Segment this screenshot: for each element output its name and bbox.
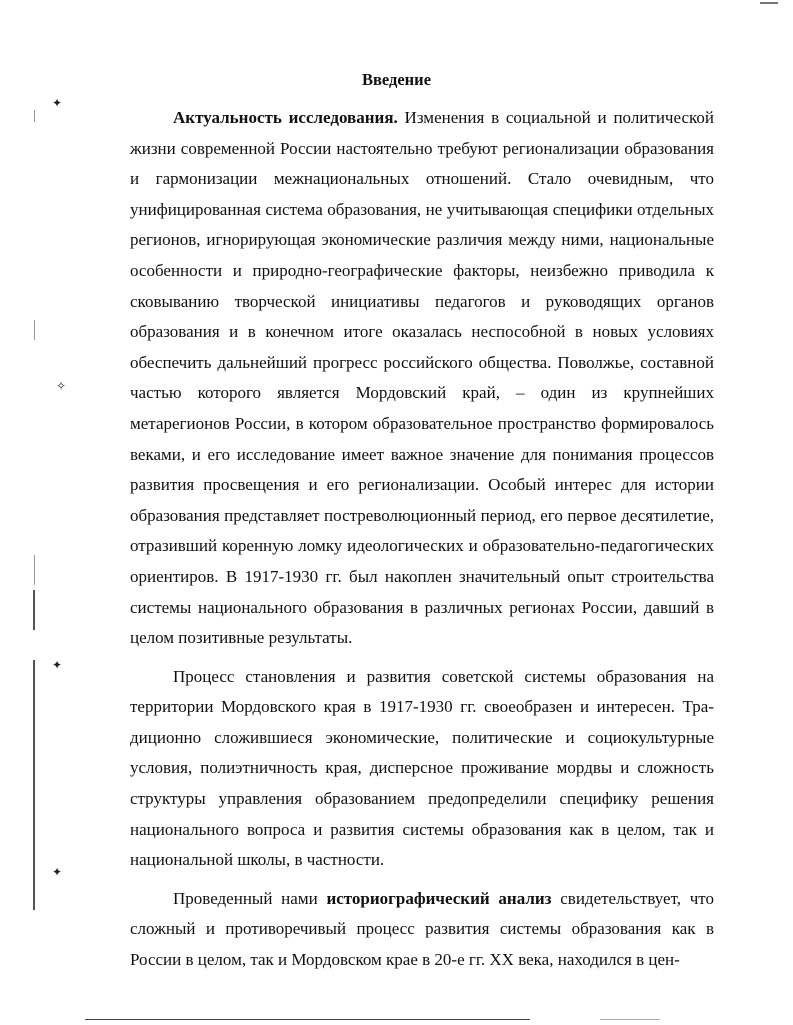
scan-mark: ✦ bbox=[52, 865, 63, 879]
scan-line bbox=[34, 110, 35, 122]
scan-speck bbox=[760, 2, 778, 4]
paragraph bbox=[130, 103, 714, 654]
scan-line bbox=[34, 320, 35, 340]
paragraph-text: Проведенный нами bbox=[173, 888, 327, 908]
paragraph-emphasis-bold: историографический анализ bbox=[326, 888, 552, 908]
paragraph-lead-bold: Актуальность исследования. bbox=[173, 108, 398, 127]
scan-line bbox=[600, 1019, 660, 1020]
scan-mark: ✦ bbox=[52, 658, 63, 672]
scan-line bbox=[33, 590, 35, 630]
scan-mark: ✦ bbox=[52, 96, 63, 110]
scan-mark: ✧ bbox=[56, 379, 67, 393]
scan-line bbox=[34, 555, 35, 585]
paragraph-text: Изменения в социальной и политической жизни современной России настоятельно требуют регионализации образования и гармонизации межнациональных отношений. Стало очевидным, что унифицированная система образования, не учитывающая специфики отдельных регионов, игнорирующая экономические различия между ними, национальные особенности и природно-географические факторы, неизбежно приводила к сковыванию творческой инициативы педагогов и руководящих органов образования и в конечном итоге оказалась неспособной в новых условиях обеспечить дальнейший прогресс российского общества. Поволжье, составной частью которого является Мордовский край, – один из крупнейших метарегионов России, в котором образовательное пространство формировалось веками, и его исследование имеет важное значение для понимания процессов развития просвещения и его регионализации. Особый интерес для истории образования представляет постреволюционный период, его первое десятилетие, отразивший коренную ломку идеологических и образовательно-педагогических ориентиров. В 1917-1930 гг. был накоплен значительный опыт строительства системы национального образования в различных регионах России, давший в целом позитивные результаты. bbox=[130, 108, 714, 648]
paragraph-text: Процесс становления и развития советской системы образования на территории Мордовского края в 1917-1930 гг. своеобразен и интересен. Традиционно сложившиеся экономические, политические и социокультурные условия, полиэтничность края, дисперсное проживание мордвы и сложность структуры управления образованием предопределили специфику решения национального вопроса и развития системы образования как в целом, так и национальной школы, в частности. bbox=[130, 666, 714, 870]
paragraph-text: свидетельствует, что сложный и противоречивый процесс развития системы образования как в России в целом, так и Мордовском крае в 20-е гг. XX века, находился в цен- bbox=[130, 888, 714, 970]
page-title: Введение bbox=[361, 70, 432, 89]
body-text bbox=[130, 103, 714, 976]
scan-line bbox=[85, 1019, 530, 1020]
paragraph bbox=[130, 884, 714, 976]
scan-line bbox=[33, 660, 35, 910]
paragraph bbox=[130, 662, 714, 876]
